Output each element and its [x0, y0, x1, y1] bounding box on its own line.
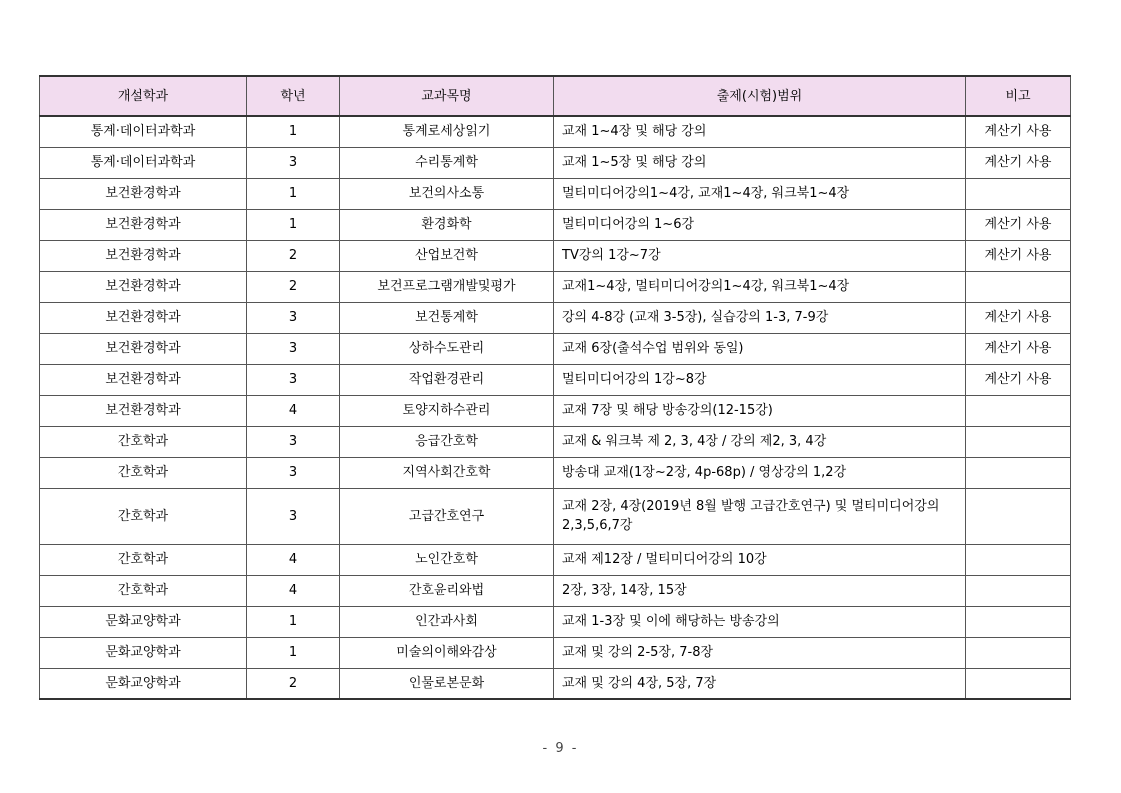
department-cell: 보건환경학과 [40, 395, 247, 426]
header-note: 비고 [966, 76, 1071, 116]
grade-cell: 3 [247, 426, 340, 457]
scope-cell: 방송대 교재(1장~2장, 4p-68p) / 영상강의 1,2강 [554, 457, 966, 488]
department-cell: 보건환경학과 [40, 240, 247, 271]
table-row [40, 333, 1071, 364]
note-cell [966, 457, 1071, 488]
scope-cell: 교재 및 강의 4장, 5장, 7장 [554, 668, 966, 699]
table-row [40, 606, 1071, 637]
note-cell [966, 178, 1071, 209]
grade-cell: 2 [247, 271, 340, 302]
scope-cell: 교재 7장 및 해당 방송강의(12-15강) [554, 395, 966, 426]
note-cell: 계산기 사용 [966, 147, 1071, 178]
table-row [40, 457, 1071, 488]
grade-cell: 3 [247, 147, 340, 178]
note-cell [966, 606, 1071, 637]
note-cell: 계산기 사용 [966, 240, 1071, 271]
department-cell: 문화교양학과 [40, 668, 247, 699]
scope-cell: 멀티미디어강의 1~6강 [554, 209, 966, 240]
note-cell: 계산기 사용 [966, 333, 1071, 364]
note-cell: 계산기 사용 [966, 116, 1071, 147]
scope-cell: 교재 1~4장 및 해당 강의 [554, 116, 966, 147]
course-cell: 환경화학 [340, 209, 554, 240]
table-row [40, 147, 1071, 178]
page-number: - 9 - [542, 741, 579, 756]
course-cell: 인간과사회 [340, 606, 554, 637]
table-row [40, 637, 1071, 668]
course-cell: 노인간호학 [340, 544, 554, 575]
grade-cell: 4 [247, 575, 340, 606]
note-cell [966, 575, 1071, 606]
table-row [40, 544, 1071, 575]
scope-cell: 교재 & 워크북 제 2, 3, 4장 / 강의 제2, 3, 4강 [554, 426, 966, 457]
scope-cell: 멀티미디어강의1~4강, 교재1~4장, 워크북1~4장 [554, 178, 966, 209]
grade-cell: 1 [247, 209, 340, 240]
department-cell: 보건환경학과 [40, 333, 247, 364]
scope-cell: 교재 2장, 4장(2019년 8월 발행 고급간호연구) 및 멀티미디어강의 2,3,5,6,7강 [554, 488, 966, 544]
department-cell: 통계·데이터과학과 [40, 147, 247, 178]
scope-cell: 교재 6장(출석수업 범위와 동일) [554, 333, 966, 364]
course-cell: 보건프로그램개발및평가 [340, 271, 554, 302]
course-cell: 인물로본문화 [340, 668, 554, 699]
table-row [40, 395, 1071, 426]
department-cell: 간호학과 [40, 575, 247, 606]
note-cell [966, 488, 1071, 544]
exam-scope-table [39, 75, 1071, 700]
note-cell [966, 668, 1071, 699]
grade-cell: 3 [247, 457, 340, 488]
course-cell: 수리통계학 [340, 147, 554, 178]
department-cell: 통계·데이터과학과 [40, 116, 247, 147]
course-cell: 지역사회간호학 [340, 457, 554, 488]
table-row [40, 240, 1071, 271]
department-cell: 문화교양학과 [40, 637, 247, 668]
department-cell: 보건환경학과 [40, 302, 247, 333]
grade-cell: 2 [247, 668, 340, 699]
table-row [40, 271, 1071, 302]
table-row [40, 488, 1071, 544]
course-cell: 보건의사소통 [340, 178, 554, 209]
grade-cell: 4 [247, 544, 340, 575]
note-cell: 계산기 사용 [966, 209, 1071, 240]
scope-cell: 교재1~4장, 멀티미디어강의1~4강, 워크북1~4장 [554, 271, 966, 302]
department-cell: 문화교양학과 [40, 606, 247, 637]
header-department: 개설학과 [40, 76, 247, 116]
department-cell: 간호학과 [40, 488, 247, 544]
note-cell: 계산기 사용 [966, 364, 1071, 395]
grade-cell: 4 [247, 395, 340, 426]
grade-cell: 3 [247, 333, 340, 364]
course-cell: 토양지하수관리 [340, 395, 554, 426]
grade-cell: 3 [247, 302, 340, 333]
note-cell [966, 637, 1071, 668]
header-exam-scope: 출제(시험)범위 [554, 76, 966, 116]
scope-cell: 교재 및 강의 2-5장, 7-8장 [554, 637, 966, 668]
grade-cell: 1 [247, 606, 340, 637]
grade-cell: 3 [247, 364, 340, 395]
table-row [40, 302, 1071, 333]
grade-cell: 3 [247, 488, 340, 544]
course-cell: 통계로세상읽기 [340, 116, 554, 147]
course-cell: 산업보건학 [340, 240, 554, 271]
table-row [40, 209, 1071, 240]
note-cell [966, 271, 1071, 302]
scope-cell: 교재 제12장 / 멀티미디어강의 10강 [554, 544, 966, 575]
course-cell: 응급간호학 [340, 426, 554, 457]
scope-cell: 멀티미디어강의 1강~8강 [554, 364, 966, 395]
scope-cell: 교재 1-3장 및 이에 해당하는 방송강의 [554, 606, 966, 637]
grade-cell: 1 [247, 178, 340, 209]
course-cell: 간호윤리와법 [340, 575, 554, 606]
note-cell [966, 395, 1071, 426]
course-cell: 상하수도관리 [340, 333, 554, 364]
note-cell [966, 544, 1071, 575]
scope-cell: 2장, 3장, 14장, 15장 [554, 575, 966, 606]
scope-cell: 강의 4-8강 (교재 3-5장), 실습강의 1-3, 7-9강 [554, 302, 966, 333]
table-row [40, 426, 1071, 457]
note-cell [966, 426, 1071, 457]
department-cell: 보건환경학과 [40, 209, 247, 240]
grade-cell: 2 [247, 240, 340, 271]
department-cell: 간호학과 [40, 426, 247, 457]
table-header-row [40, 76, 1071, 116]
table-row [40, 575, 1071, 606]
course-cell: 고급간호연구 [340, 488, 554, 544]
course-cell: 미술의이해와감상 [340, 637, 554, 668]
scope-cell: TV강의 1강~7강 [554, 240, 966, 271]
department-cell: 간호학과 [40, 544, 247, 575]
header-grade: 학년 [247, 76, 340, 116]
department-cell: 간호학과 [40, 457, 247, 488]
department-cell: 보건환경학과 [40, 271, 247, 302]
department-cell: 보건환경학과 [40, 364, 247, 395]
table-row [40, 364, 1071, 395]
note-cell: 계산기 사용 [966, 302, 1071, 333]
grade-cell: 1 [247, 637, 340, 668]
table-row [40, 668, 1071, 699]
header-course: 교과목명 [340, 76, 554, 116]
course-cell: 보건통계학 [340, 302, 554, 333]
scope-cell: 교재 1~5장 및 해당 강의 [554, 147, 966, 178]
table-row [40, 116, 1071, 147]
course-cell: 작업환경관리 [340, 364, 554, 395]
department-cell: 보건환경학과 [40, 178, 247, 209]
table-row [40, 178, 1071, 209]
grade-cell: 1 [247, 116, 340, 147]
